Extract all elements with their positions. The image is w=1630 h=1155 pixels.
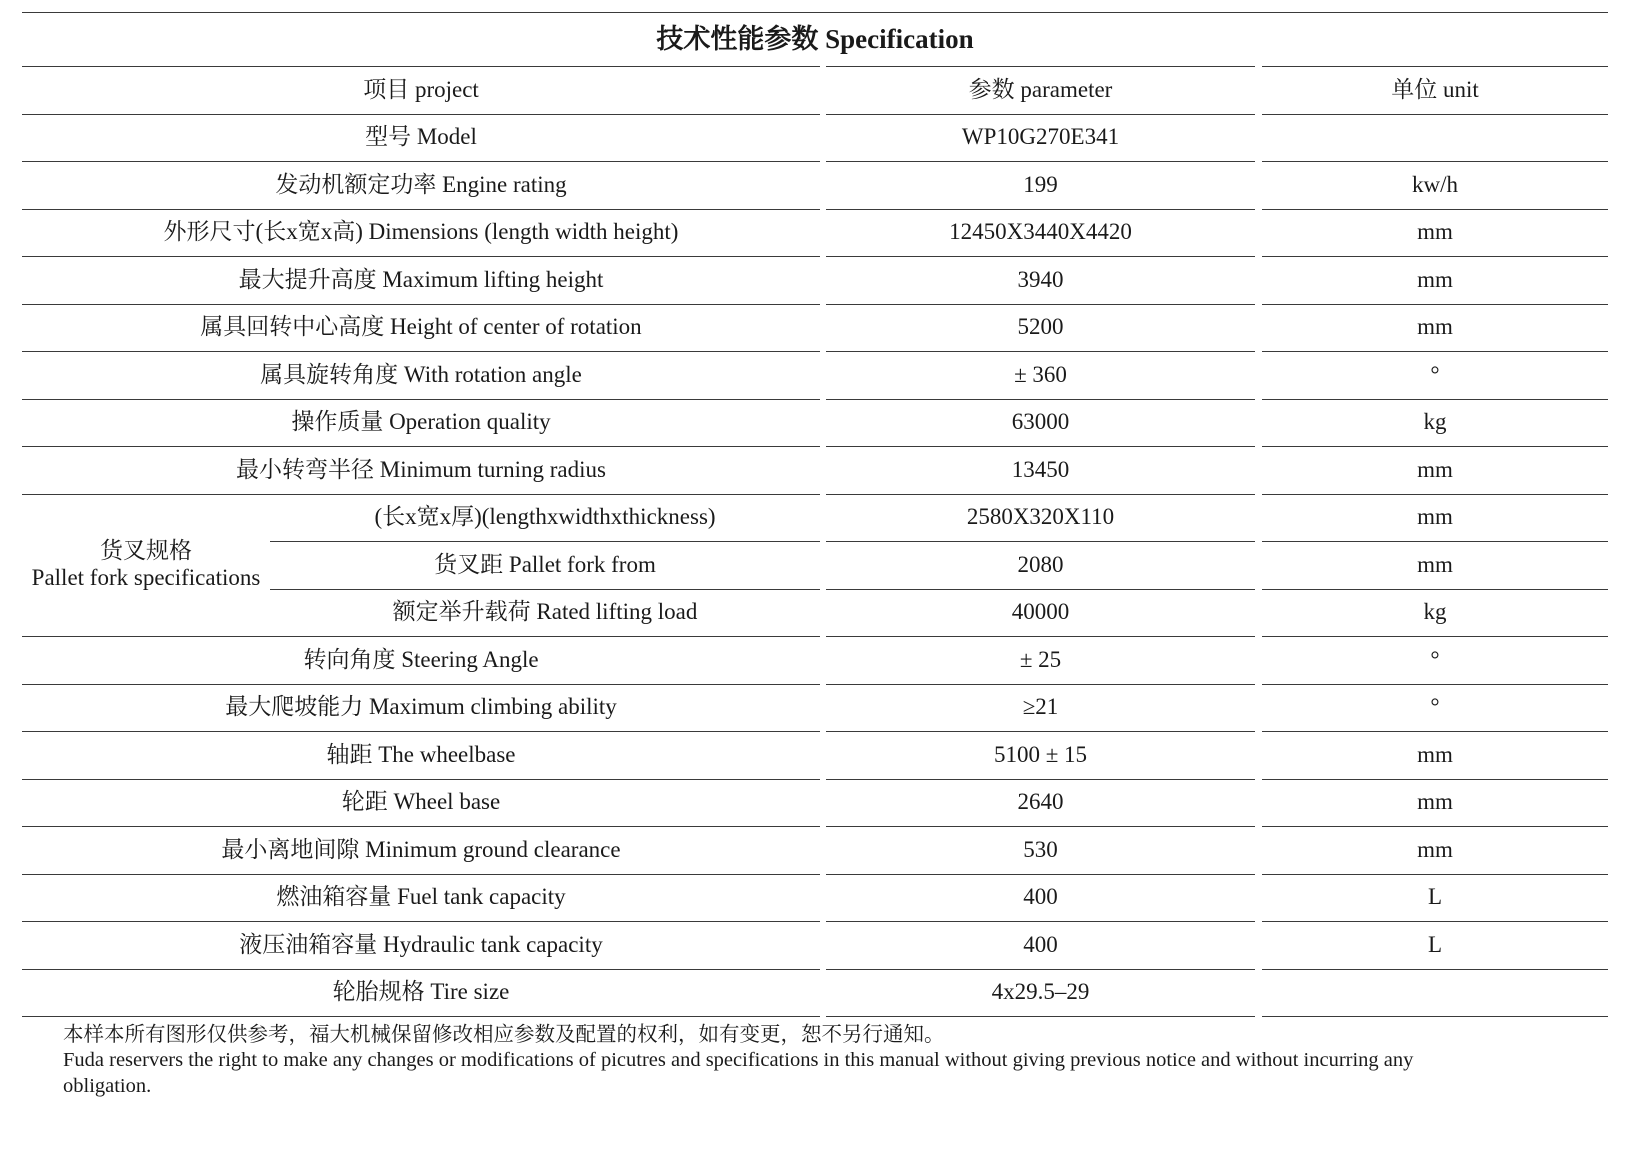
fork-row-item: 货叉距 Pallet fork from bbox=[434, 551, 656, 577]
row-unit: mm bbox=[1417, 219, 1453, 245]
row-value: 63000 bbox=[1011, 409, 1070, 435]
row-value: 3940 bbox=[1017, 266, 1064, 292]
row-rule-item bbox=[22, 1016, 820, 1017]
footer-note-en: Fuda reservers the right to make any changes or modifications of picutres and specifications in this manual without giving previous notice and without incurring any obligation. bbox=[63, 1049, 1414, 1097]
row-item: 轴距 The wheelbase bbox=[326, 741, 516, 767]
fork-row-value: 40000 bbox=[1011, 599, 1070, 625]
row-unit: mm bbox=[1417, 314, 1453, 340]
row-unit: L bbox=[1427, 931, 1443, 957]
row-item: 液压油箱容量 Hydraulic tank capacity bbox=[239, 931, 603, 957]
row-value: 4x29.5–29 bbox=[991, 979, 1090, 1005]
row-value: 5200 bbox=[1017, 314, 1064, 340]
row-value: 13450 bbox=[1011, 456, 1070, 482]
row-item: 外形尺寸(长x宽x高) Dimensions (length width height) bbox=[163, 219, 679, 245]
row-item: 操作质量 Operation quality bbox=[291, 409, 551, 435]
fork-group-label-cn: 货叉规格 bbox=[100, 538, 192, 564]
row-unit: mm bbox=[1417, 741, 1453, 767]
row-value: ≥21 bbox=[1022, 694, 1059, 720]
row-item: 燃油箱容量 Fuel tank capacity bbox=[276, 884, 566, 910]
fork-row-value: 2080 bbox=[1017, 551, 1064, 577]
fork-row-unit: mm bbox=[1417, 551, 1453, 577]
row-value: 199 bbox=[1023, 171, 1058, 197]
row-unit: L bbox=[1427, 884, 1443, 910]
row-item: 属具旋转角度 With rotation angle bbox=[260, 361, 582, 387]
fork-row-item: 额定举升载荷 Rated lifting load bbox=[392, 599, 698, 625]
row-item: 最小转弯半径 Minimum turning radius bbox=[236, 456, 606, 482]
top-rule bbox=[22, 12, 1608, 13]
row-unit: mm bbox=[1417, 789, 1453, 815]
header-project: 项目 project bbox=[363, 76, 479, 102]
row-value: WP10G270E341 bbox=[961, 124, 1120, 150]
row-value: 530 bbox=[1023, 836, 1058, 862]
row-unit: ° bbox=[1430, 694, 1440, 720]
row-rule-value bbox=[826, 1016, 1255, 1017]
row-item: 最大提升高度 Maximum lifting height bbox=[238, 266, 604, 292]
row-value: 2640 bbox=[1017, 789, 1064, 815]
row-item: 转向角度 Steering Angle bbox=[303, 646, 539, 672]
row-item: 属具回转中心高度 Height of center of rotation bbox=[200, 314, 642, 340]
row-item: 轮胎规格 Tire size bbox=[332, 979, 510, 1005]
row-unit: kw/h bbox=[1412, 171, 1458, 197]
row-value: 400 bbox=[1023, 931, 1058, 957]
row-value: ± 360 bbox=[1014, 361, 1067, 387]
row-item: 型号 Model bbox=[365, 124, 477, 150]
row-unit: ° bbox=[1430, 361, 1440, 387]
row-item: 最大爬坡能力 Maximum climbing ability bbox=[225, 694, 617, 720]
table-title: 技术性能参数 Specification bbox=[656, 24, 974, 55]
row-unit: kg bbox=[1423, 409, 1447, 435]
header-parameter: 参数 parameter bbox=[968, 76, 1113, 102]
row-value: 400 bbox=[1023, 884, 1058, 910]
fork-row-unit: mm bbox=[1417, 504, 1453, 530]
row-item: 发动机额定功率 Engine rating bbox=[275, 171, 567, 197]
row-item: 最小离地间隙 Minimum ground clearance bbox=[221, 836, 621, 862]
row-unit: mm bbox=[1417, 456, 1453, 482]
row-value: 5100 ± 15 bbox=[993, 741, 1088, 767]
footer-note-cn: 本样本所有图形仅供参考，福大机械保留修改相应参数及配置的权利，如有变更，恕不另行通知。 bbox=[63, 1024, 945, 1046]
row-unit bbox=[1262, 114, 1608, 162]
row-rule-unit bbox=[1262, 1016, 1608, 1017]
row-value: ± 25 bbox=[1019, 646, 1062, 672]
row-item: 轮距 Wheel base bbox=[341, 789, 501, 815]
fork-row-unit: kg bbox=[1423, 599, 1447, 625]
fork-group-label-en: Pallet fork specifications bbox=[31, 564, 261, 590]
row-unit: ° bbox=[1430, 646, 1440, 672]
row-unit: mm bbox=[1417, 266, 1453, 292]
row-unit bbox=[1262, 969, 1608, 1017]
fork-group-label bbox=[22, 494, 270, 637]
header-unit: 单位 unit bbox=[1391, 76, 1479, 102]
row-value: 12450X3440X4420 bbox=[949, 219, 1132, 245]
fork-row-value: 2580X320X110 bbox=[966, 504, 1115, 530]
fork-row-item: (长x宽x厚)(lengthxwidthxthickness) bbox=[374, 504, 716, 530]
row-unit: mm bbox=[1417, 836, 1453, 862]
